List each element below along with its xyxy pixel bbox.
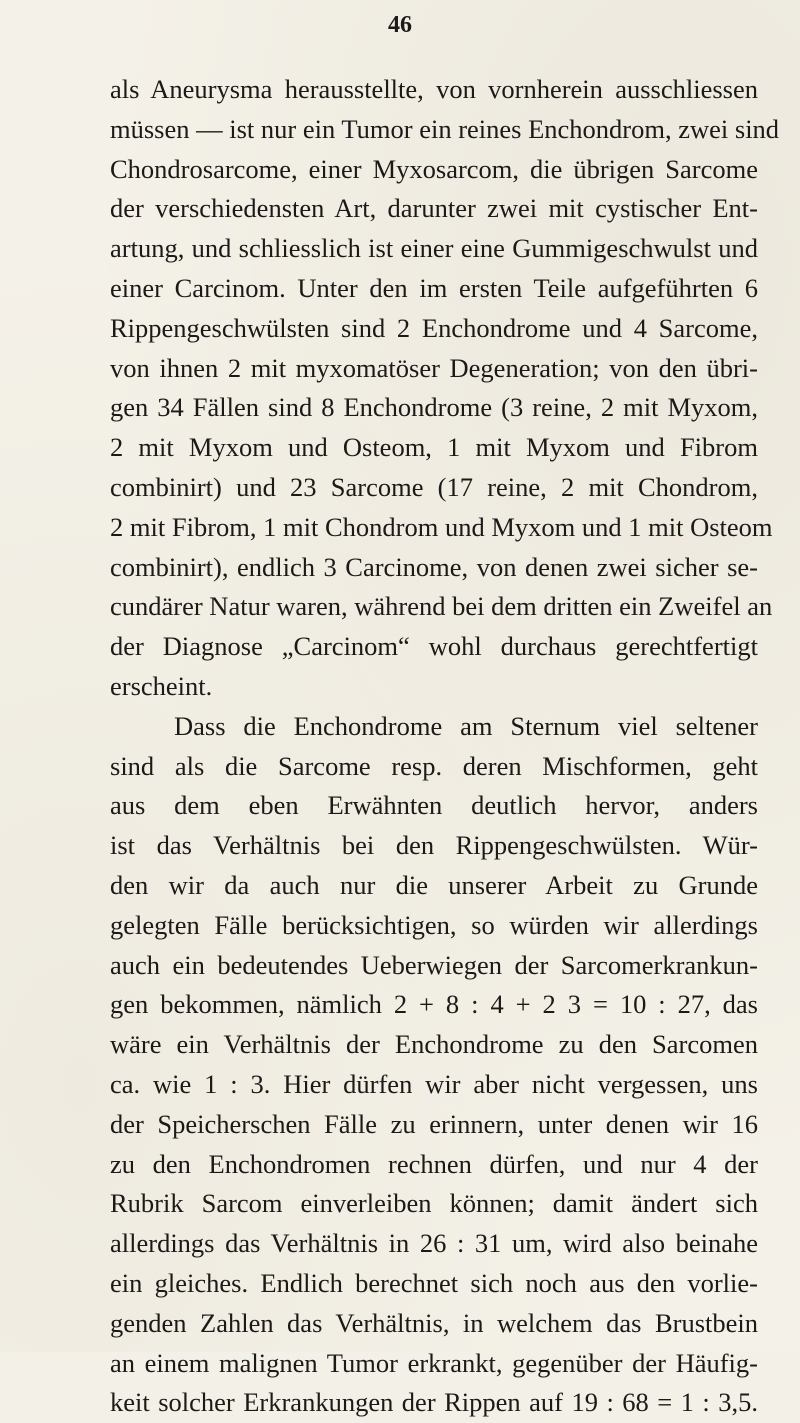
- text-line: wäre ein Verhältnis der Enchondrome zu den Sarcomen: [110, 1029, 758, 1060]
- text-line: combinirt) und 23 Sarcome (17 reine, 2 mit Chondrom,: [110, 471, 758, 502]
- text-line: einer Carcinom. Unter den im ersten Teile aufgeführten 6: [110, 272, 758, 303]
- text-line: allerdings das Verhältnis in 26 : 31 um, wird also beinahe: [110, 1228, 758, 1259]
- text-line: 2 mit Myxom und Osteom, 1 mit Myxom und Fibrom: [110, 432, 758, 463]
- text-line: auch ein bedeutendes Ueberwiegen der Sarcomerkrankun-: [110, 949, 758, 980]
- text-line: sind als die Sarcome resp. deren Mischformen, geht: [110, 750, 758, 781]
- page-number: 46: [388, 12, 412, 38]
- text-line: ist das Verhältnis bei den Rippengeschwülsten. Wür-: [110, 830, 758, 861]
- text-line: von ihnen 2 mit myxomatöser Degeneration; von den übri-: [110, 352, 758, 383]
- text-line: den wir da auch nur die unserer Arbeit zu Grunde: [110, 869, 758, 900]
- text-line: genden Zahlen das Verhältnis, in welchem das Brustbein: [110, 1307, 758, 1338]
- text-line: 2 mit Fibrom, 1 mit Chondrom und Myxom und 1 mit Osteom: [110, 511, 773, 542]
- text-line: gelegten Fälle berücksichtigen, so würden wir allerdings: [110, 909, 758, 940]
- text-line: artung, und schliesslich ist einer eine Gummigeschwulst und: [110, 233, 758, 264]
- text-line: als Aneurysma herausstellte, von vornherein ausschliessen: [110, 74, 758, 104]
- text-line: der verschiedensten Art, darunter zwei mit cystischer Ent-: [110, 193, 758, 224]
- text-line: der Speicherschen Fälle zu erinnern, unter denen wir 16: [110, 1108, 758, 1139]
- text-line: Dass die Enchondrome am Sternum viel seltener: [174, 710, 758, 741]
- text-line: an einem malignen Tumor erkrankt, gegenüber der Häufig-: [110, 1347, 758, 1378]
- text-line: keit solcher Erkrankungen der Rippen auf 19 : 68 = 1 : 3,5.: [110, 1387, 758, 1418]
- text-line: der Diagnose „Carcinom“ wohl durchaus gerechtfertigt: [110, 631, 758, 662]
- text-line: cundärer Natur waren, während bei dem dritten ein Zweifel an: [110, 591, 773, 622]
- text-line: Rippengeschwülsten sind 2 Enchondrome und 4 Sarcome,: [110, 312, 758, 343]
- text-line: Rubrik Sarcom einverleiben können; damit ändert sich: [110, 1188, 758, 1219]
- text-line: müssen — ist nur ein Tumor ein reines Enchondrom, zwei sind: [110, 113, 780, 144]
- text-line: Chondrosarcome, einer Myxosarcom, die übrigen Sarcome: [110, 153, 758, 184]
- text-line: gen bekommen, nämlich 2 + 8 : 4 + 2 3 = 10 : 27, das: [110, 989, 758, 1020]
- text-line: combinirt), endlich 3 Carcinome, von denen zwei sicher se-: [110, 551, 758, 582]
- text-line: ca. wie 1 : 3. Hier dürfen wir aber nicht vergessen, uns: [110, 1068, 758, 1099]
- text-line: ein gleiches. Endlich berechnet sich noch aus den vorlie-: [110, 1267, 758, 1298]
- body-text: [110, 70, 780, 1423]
- text-line: gen 34 Fällen sind 8 Enchondrome (3 reine, 2 mit Myxom,: [110, 392, 758, 423]
- text-line: zu den Enchondromen rechnen dürfen, und nur 4 der: [110, 1148, 758, 1179]
- text-line: aus dem eben Erwähnten deutlich hervor, anders: [110, 790, 758, 821]
- text-line: erscheint.: [110, 670, 213, 701]
